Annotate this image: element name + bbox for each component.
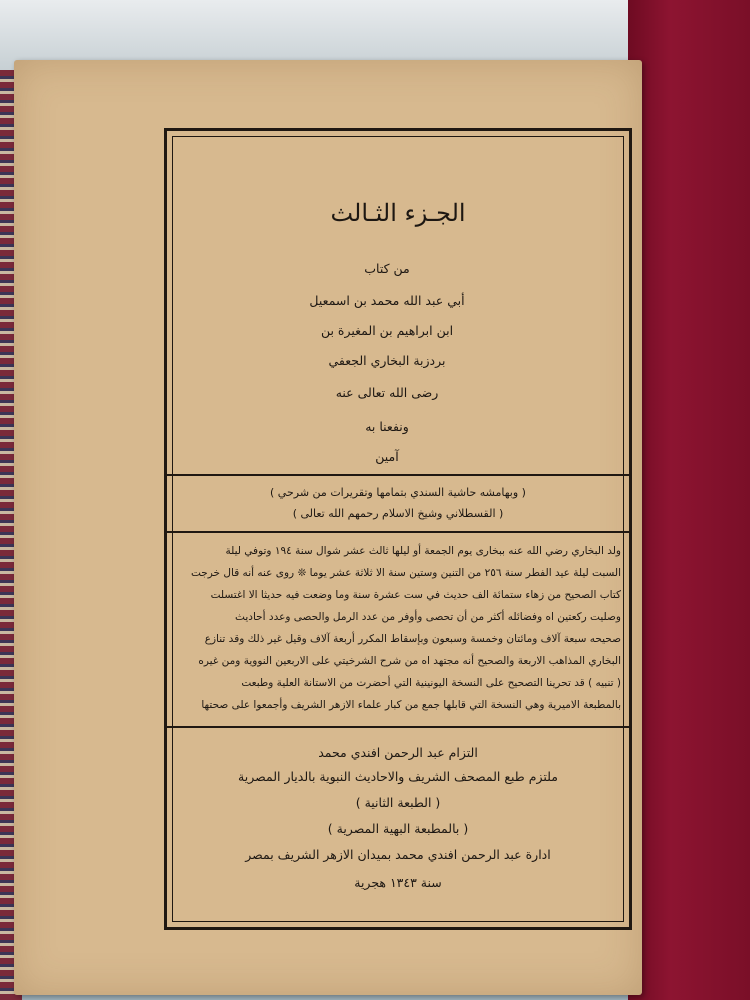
biography-line-2: السبت ليلة عيد الفطر سنة ٢٥٦ من التنين وستين سنة الا ثلاثة عشر يوما ❊ روى عنه أنه قال خرجت	[190, 567, 621, 579]
publisher-line-1: التزام عبد الرحمن افندي محمد	[318, 745, 478, 760]
book-line-2: أبي عبد الله محمد بن اسمعيل	[309, 293, 465, 308]
publisher-line-4: ( بالمطبعة البهية المصرية )	[327, 821, 469, 836]
publisher-line-2: ملتزم طبع المصحف الشريف والاحاديث النبوية بالديار المصرية	[238, 769, 558, 784]
book-line-7: آمين	[375, 449, 399, 464]
book-line-1: من كتاب	[364, 261, 410, 276]
biography-line-3: كتاب الصحيح من زهاء ستمائة الف حديث في ست عشرة سنة وما وضعت فيه حديثا الا اغتسلت	[210, 589, 621, 601]
publisher-line-3: ( الطبعة الثانية )	[355, 795, 441, 810]
divider-3	[167, 726, 629, 728]
biography-line-1: ولد البخاري رضي الله عنه ببخارى يوم الجمعة أو ليلها ثالث عشر شوال سنة ١٩٤ وتوفي ليلة	[225, 545, 621, 557]
book-line-3: ابن ابراهيم بن المغيرة بن	[320, 323, 454, 338]
title-page-frame	[164, 128, 632, 930]
margin-note-line-1: ( وبهامشه حاشية السندي بتمامها وتقريرات من شرحي )	[270, 486, 526, 499]
book-line-5: رضى الله تعالى عنه	[335, 385, 439, 400]
publisher-line-6: سنة ١٣٤٣ هجرية	[354, 875, 442, 890]
margin-note-line-2: ( القسطلاني وشيخ الاسلام رحمهم الله تعالى )	[292, 507, 504, 520]
biography-line-7: ( تنبيه ) قد تحرينا التصحيح على النسخة اليونينية التي أحضرت من الاستانة العلية وطبعت	[241, 677, 621, 689]
biography-line-8: بالمطبعة الاميرية وهي النسخة التي قابلها جمع من كبار علماء الازهر الشريف وأجمعوا على صحتها	[201, 699, 621, 711]
publisher-line-5: ادارة عبد الرحمن افندي محمد بميدان الازهر الشريف بمصر	[245, 847, 551, 862]
divider-1	[167, 474, 629, 476]
book-line-6: ونفعنا به	[365, 419, 409, 434]
biography-line-4: وصليت ركعتين اه وفضائله أكثر من أن تحصى وأوفر من عدد الرمل والحصى وعدد أحاديث	[235, 611, 621, 623]
divider-2	[167, 531, 629, 533]
book-line-4: بردزبة البخاري الجعفي	[328, 353, 446, 368]
biography-line-5: صحيحه سبعة آلاف ومائتان وخمسة وسبعون وبإسقاط المكرر أربعة آلاف وقيل غير ذلك وقد تنازع	[204, 633, 621, 645]
volume-title: الجـزء الثـالث	[330, 199, 466, 227]
biography-line-6: البخاري المذاهب الاربعة والصحيح أنه مجتهد اه من شرح الشرخيتي على الاربعين النووية ومن غيره	[198, 655, 621, 667]
book-cover-red	[628, 0, 750, 1000]
